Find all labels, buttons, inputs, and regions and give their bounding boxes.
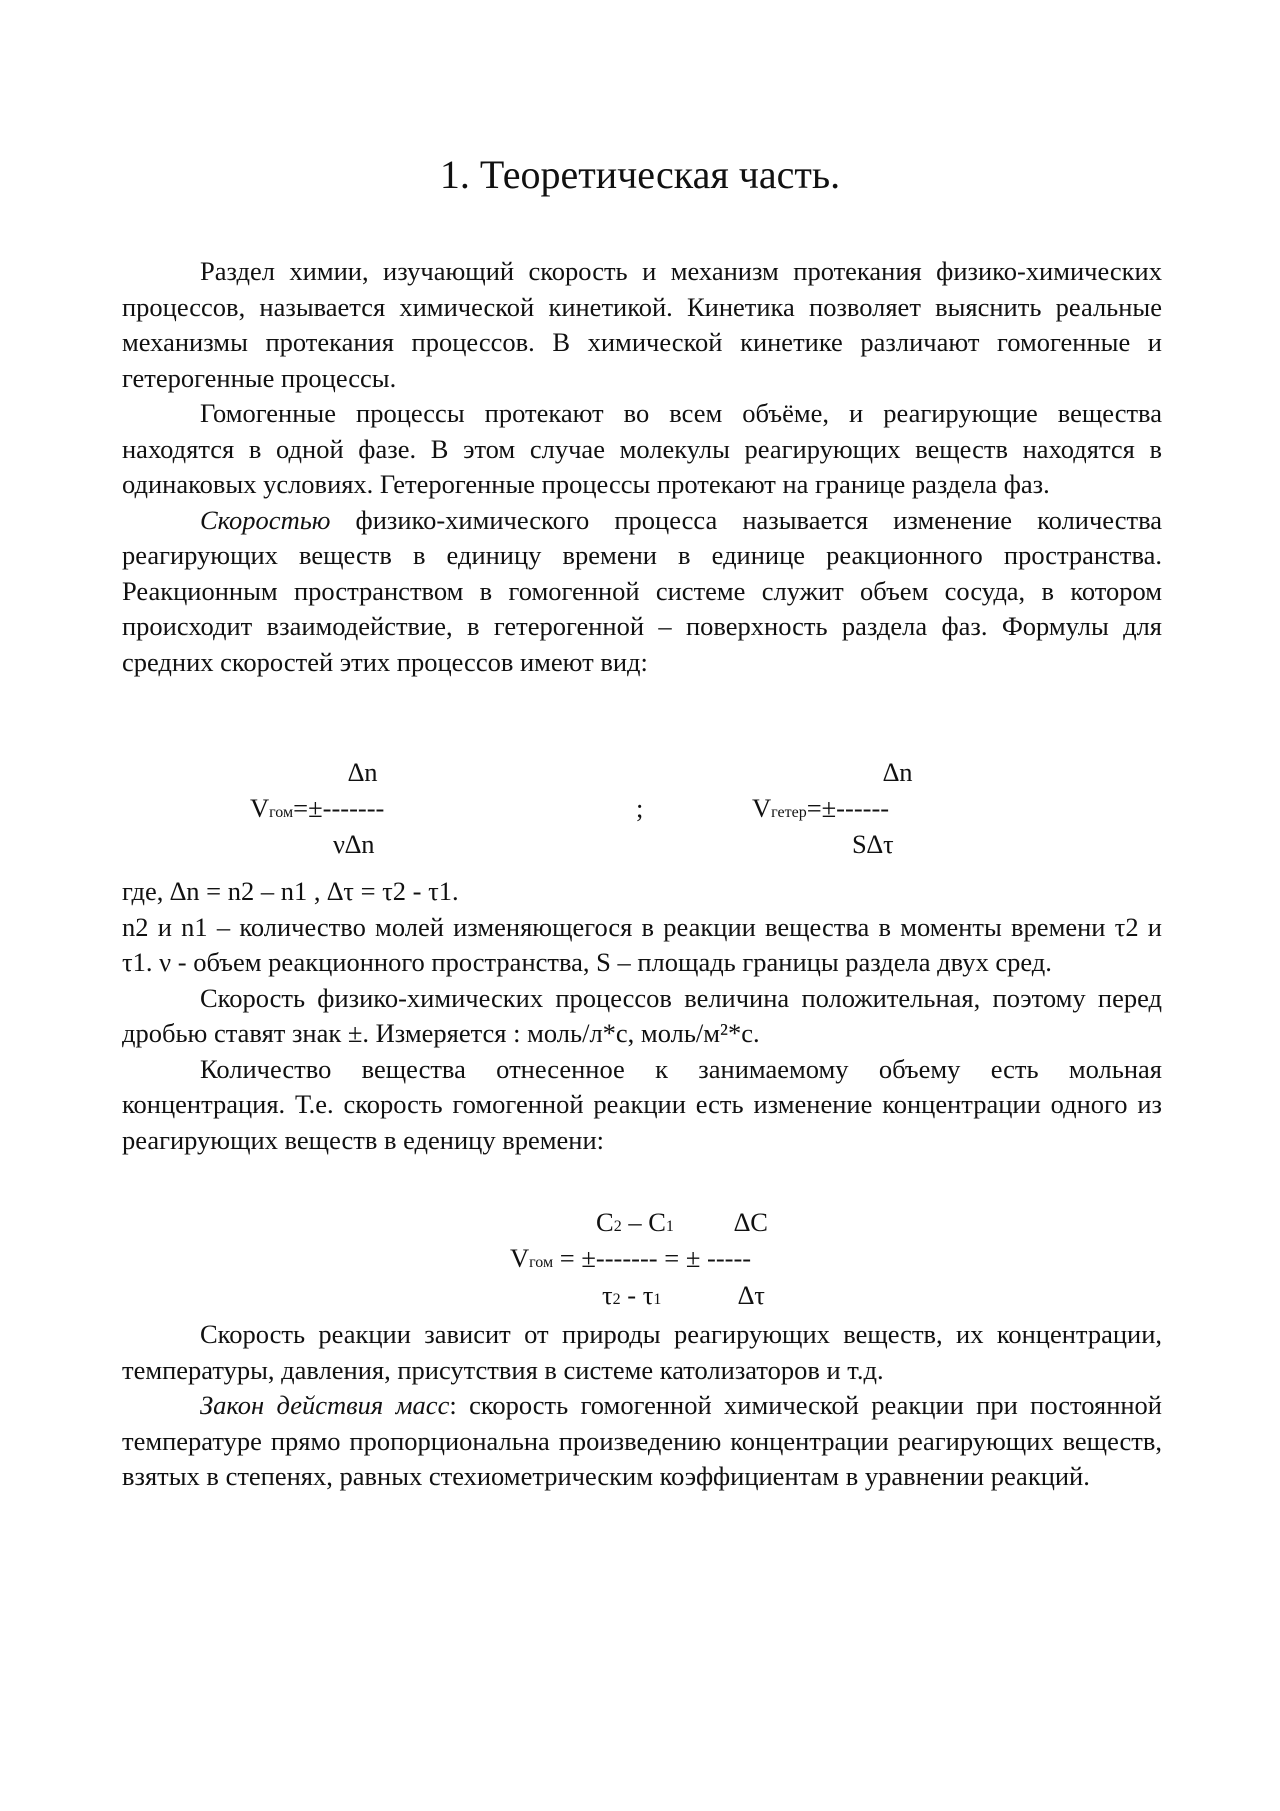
formula-left-main: Vгом=±------- (250, 793, 385, 823)
paragraph-3 (122, 503, 1162, 681)
paragraph-5: Скорость физико-химических процессов величина положительная, поэтому перед дробью ставят знак ±. Измеряется : моль/л*с, моль/м²*с. (122, 982, 1162, 1048)
page-title: 1. Теоретическая часть. (439, 152, 841, 197)
paragraph-8 (122, 1388, 1162, 1495)
text-block-definitions (122, 874, 1162, 1158)
text-block-law (122, 1317, 1162, 1495)
formula2-numerator-right: ∆C (734, 1207, 768, 1237)
where-line: где, ∆n = n2 – n1 , ∆τ = τ2 - τ1. (122, 876, 459, 906)
formula-left-denominator: ν∆n (333, 829, 375, 859)
paragraph-8-text: : скорость гомогенной химической реакции при постоянной температуре прямо пропорциональна произведению концентрации реагирующих веществ, взятых в степенях, равных стехиометрическим коэффициентам в уравнении реакций. (122, 1390, 1162, 1491)
formula-right-denominator: S∆τ (852, 829, 894, 859)
formula-right-main: Vгетер=±------ (752, 793, 890, 823)
formula2-numerator: C2 – C1 (596, 1207, 674, 1237)
paragraph-7: Скорость реакции зависит от природы реагирующих веществ, их концентрации, температуры, давления, присутствия в системе католизаторов и т.д. (122, 1319, 1162, 1385)
paragraph-1: Раздел химии, изучающий скорость и механизм протекания физико-химических процессов, называется химической кинетикой. Кинетика позволяет выяснить реальные механизмы протекания процессов. В химической кинетике различают гомогенные и гетерогенные процессы. (122, 256, 1162, 393)
formula2-denominator-right: ∆τ (738, 1280, 765, 1310)
text-block-intro (122, 254, 1162, 680)
term-mass-action-law: Закон действия масс (200, 1390, 450, 1420)
formula2-main: Vгом = ±------- = ± ----- (510, 1243, 752, 1273)
formula-separator: ; (636, 793, 644, 823)
paragraph-3-text: физико-химического процесса называется изменение количества реагирующих веществ в единицу времени в единице реакционного пространства. Реакционным пространством в гомогенной системе служит объем сосуда, в котором происходит взаимодействие, в гетерогенной – поверхность раздела фаз. Формулы для средних скоростей этих процессов имеют вид: (122, 504, 1162, 677)
formula-left-numerator: ∆n (348, 757, 378, 787)
formula-right-numerator: ∆n (883, 757, 913, 787)
term-rate: Скоростью (200, 504, 331, 535)
formula2-denominator: τ2 - τ1 (602, 1280, 662, 1310)
paragraph-6: Количество вещества отнесенное к занимаемому объему есть мольная концентрация. Т.е. скорость гомогенной реакции есть изменение концентрации одного из реагирующих веществ в еденицу времени: (122, 1053, 1162, 1155)
paragraph-4: n2 и n1 – количество молей изменяющегося в реакции вещества в моменты времени τ2 и τ1. ν - объем реакционного пространства, S – площадь границы раздела двух сред. (122, 911, 1162, 977)
paragraph-2: Гомогенные процессы протекают во всем объёме, и реагирующие вещества находятся в одной фазе. В этом случае молекулы реагирующих веществ находятся в одинаковых условиях. Гетерогенные процессы протекают на границе раздела фаз. (122, 398, 1162, 499)
